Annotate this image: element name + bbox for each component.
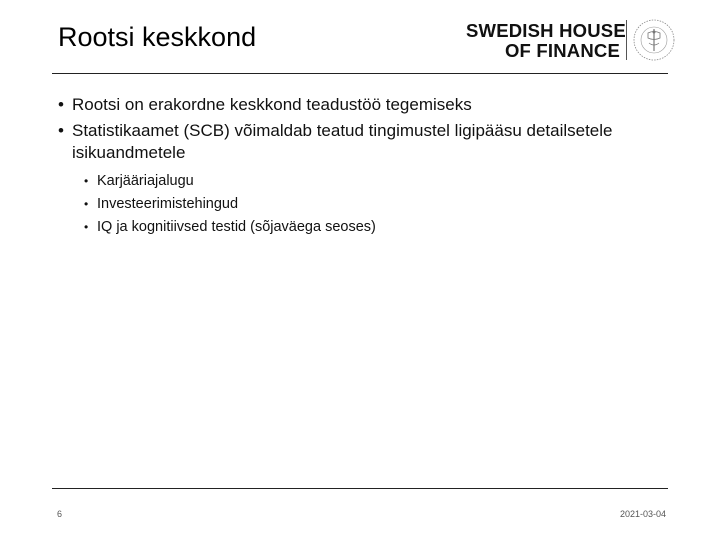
bullet-marker: • [84, 197, 89, 211]
slide-date: 2021-03-04 [619, 509, 666, 519]
list-item [84, 193, 644, 216]
page-number: 6 [57, 509, 63, 519]
bullet-text: Rootsi on erakordne keskkond teadustöö tegemiseks [72, 95, 472, 114]
bullet-marker: • [58, 95, 64, 114]
list-item [84, 170, 644, 193]
bullet-text: Statistikaamet (SCB) võimaldab teatud tingimustel ligipääsu detailsetele isikuandmetele [72, 121, 613, 162]
bullet-marker: • [84, 174, 89, 188]
sub-bullet-text: Karjääriajalugu [97, 173, 194, 189]
logo-divider [626, 20, 627, 60]
school-seal-icon [632, 18, 676, 62]
title-divider-line [52, 73, 668, 74]
main-bullet-list [58, 94, 678, 168]
footer-divider-line [52, 488, 668, 489]
list-item [58, 94, 678, 116]
bullet-marker: • [84, 220, 89, 234]
logo-line-2: OF FINANCE [504, 40, 620, 61]
list-item [58, 120, 678, 164]
logo-wordmark [466, 20, 626, 61]
swedish-house-of-finance-logo [466, 18, 676, 64]
logo-line-1: SWEDISH HOUSE [466, 20, 626, 41]
sub-bullet-text: IQ ja kognitiivsed testid (sõjaväega seoses) [97, 219, 376, 235]
sub-bullet-text: Investeerimistehingud [97, 196, 239, 212]
list-item [84, 216, 644, 239]
bullet-marker: • [58, 121, 64, 140]
slide-title: Rootsi keskkond [58, 22, 257, 52]
sub-bullet-list [84, 170, 644, 239]
